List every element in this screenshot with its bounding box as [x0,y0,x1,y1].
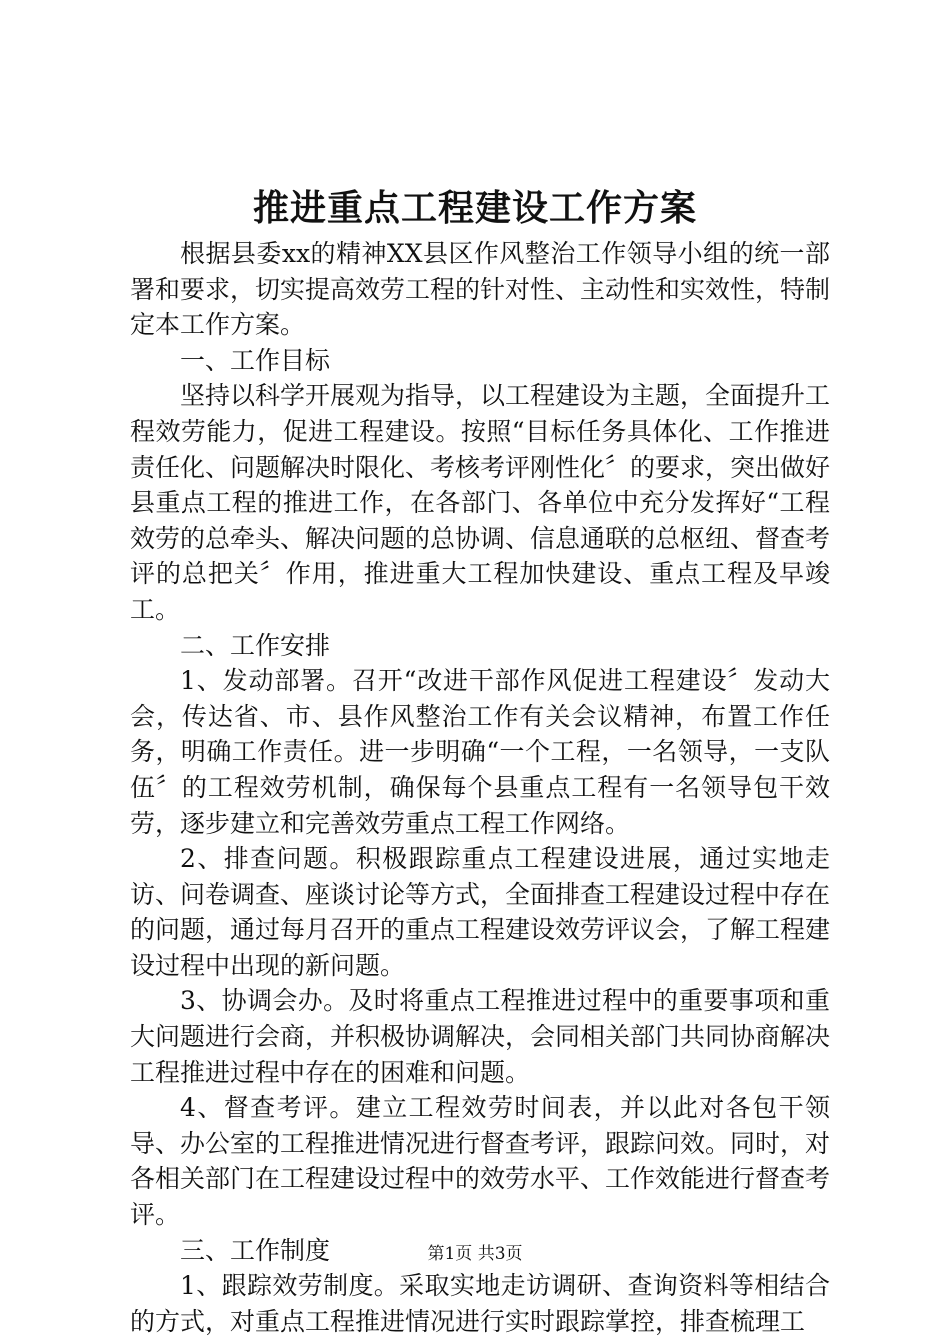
page-number: 第1页 共3页 [427,1244,523,1264]
paragraph-goals: 坚持以科学开展观为指导，以工程建设为主题，全面提升工程效劳能力，促进工程建设。按照“目标任务具体化、工作推进责任化、问题解决时限化、考核考评刚性化〞的要求，突出做好县重点工程的推进工作，在各部门、各单位中充分发挥好“工程效劳的总牵头、解决问题的总协调、信息通联的总枢纽、督查考评的总把关〞作用，推进重大工程加快建设、重点工程及早竣工。 [130,381,831,624]
paragraph-mobilize: 1、发动部署。召开“改进干部作风促进工程建设〞发动大会，传达省、市、县作风整治工作有关会议精神，布置工作任务，明确工作责任。进一步明确“一个工程，一名领导，一支队伍〞的工程效劳机制，确保每个县重点工程有一名领导包干效劳，逐步建立和完善效劳重点工程工作网络。 [130,666,830,838]
section-heading-goals: 一、工作目标 [180,345,331,375]
paragraph-supervise: 4、督查考评。建立工程效劳时间表，并以此对各包干领导、办公室的工程推进情况进行督查考评，跟踪问效。同时，对各相关部门在工程建设过程中的效劳水平、工作效能进行督查考评。 [130,1093,831,1230]
document-title: 推进重点工程建设工作方案 [252,187,697,229]
section-heading-arrangement: 二、工作安排 [180,630,331,660]
paragraph-intro: 根据县委xx的精神XX县区作风整治工作领导小组的统一部署和要求，切实提高效劳工程的针对性、主动性和实效性，特制定本工作方案。 [130,239,831,340]
section-heading-system: 三、工作制度 [180,1235,331,1265]
document-body [130,236,830,1339]
paragraph-coordinate: 3、协调会办。及时将重点工程推进过程中的重要事项和重大问题进行会商，并积极协调解决，会同相关部门共同协商解决工程推进过程中存在的困难和问题。 [130,986,831,1087]
paragraph-investigate: 2、排查问题。积极跟踪重点工程建设进展，通过实地走访、问卷调查、座谈讨论等方式，全面排查工程建设过程中存在的问题，通过每月召开的重点工程建设效劳评议会，了解工程建设过程中出现的新问题。 [130,844,831,980]
paragraph-tracking: 1、跟踪效劳制度。采取实地走访调研、查询资料等相结合的方式，对重点工程推进情况进行实时跟踪掌控，排查梳理工 [130,1271,830,1336]
